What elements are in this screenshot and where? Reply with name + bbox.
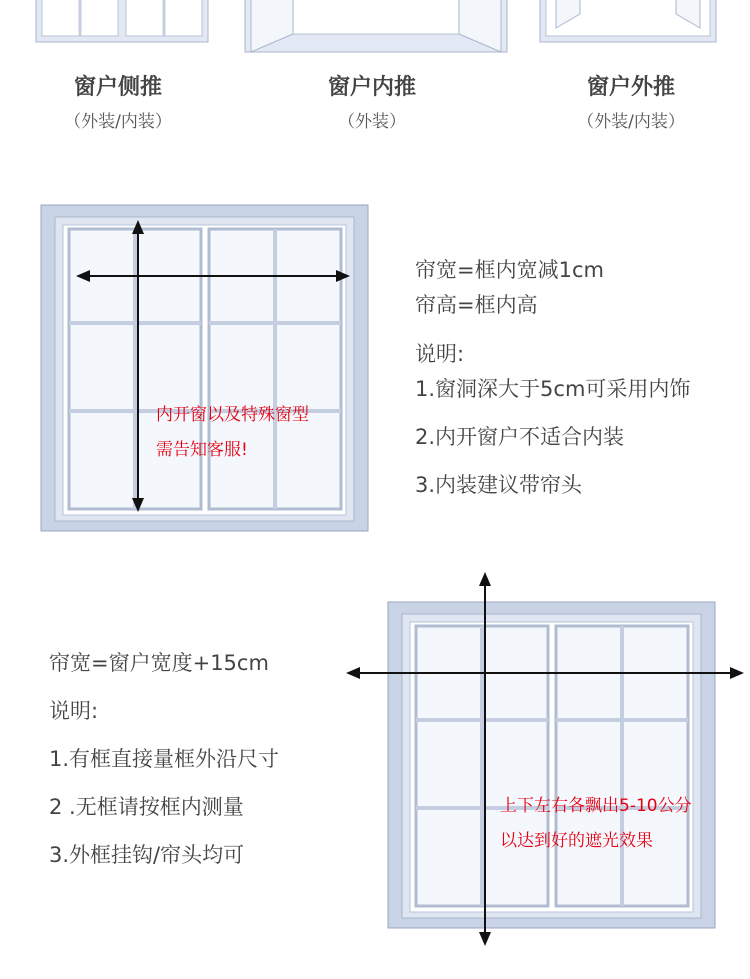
outside-width-formula: 帘宽=窗户宽度+15cm [49, 651, 269, 675]
caption-inward-push-title: 窗户内推 [327, 75, 416, 100]
caption-inward-push-subtitle: （外装） [338, 112, 406, 132]
inside-mount-window-illustration [41, 205, 368, 531]
caption-side-push-subtitle: （外装/内装） [64, 112, 172, 132]
inside-red-note-line2: 需告知客服! [156, 440, 248, 460]
inside-note-1: 1.窗洞深大于5cm可采用内饰 [415, 377, 691, 401]
outside-mount-window-illustration [388, 602, 715, 928]
window-side-push-icon [36, 0, 208, 44]
inside-red-note-line1: 内开窗以及特殊窗型 [156, 405, 309, 425]
outside-note-label: 说明: [49, 699, 99, 723]
inside-height-formula: 帘高=框内高 [415, 293, 538, 317]
outside-note-2: 2 .无框请按框内测量 [49, 795, 244, 819]
outside-note-1: 1.有框直接量框外沿尺寸 [49, 747, 280, 771]
outside-red-note-line1: 上下左右各飘出5-10公分 [500, 796, 692, 816]
outside-height-arrow [477, 572, 493, 946]
inside-height-arrow [130, 220, 146, 512]
outside-red-note-line2: 以达到好的遮光效果 [500, 831, 653, 851]
outside-width-arrow [346, 665, 744, 681]
inside-note-2: 2.内开窗户不适合内装 [415, 425, 625, 449]
outside-note-3: 3.外框挂钩/帘头均可 [49, 843, 245, 867]
window-inward-push-icon [245, 0, 507, 58]
inside-note-3: 3.内装建议带帘头 [415, 473, 583, 497]
inside-width-arrow [76, 268, 350, 284]
window-outward-push-icon [540, 0, 716, 44]
caption-outward-push-subtitle: （外装/内装） [577, 112, 685, 132]
caption-outward-push-title: 窗户外推 [586, 75, 675, 100]
inside-width-formula: 帘宽=框内宽减1cm [415, 258, 604, 282]
inside-note-label: 说明: [415, 342, 465, 366]
caption-side-push-title: 窗户侧推 [73, 75, 162, 100]
